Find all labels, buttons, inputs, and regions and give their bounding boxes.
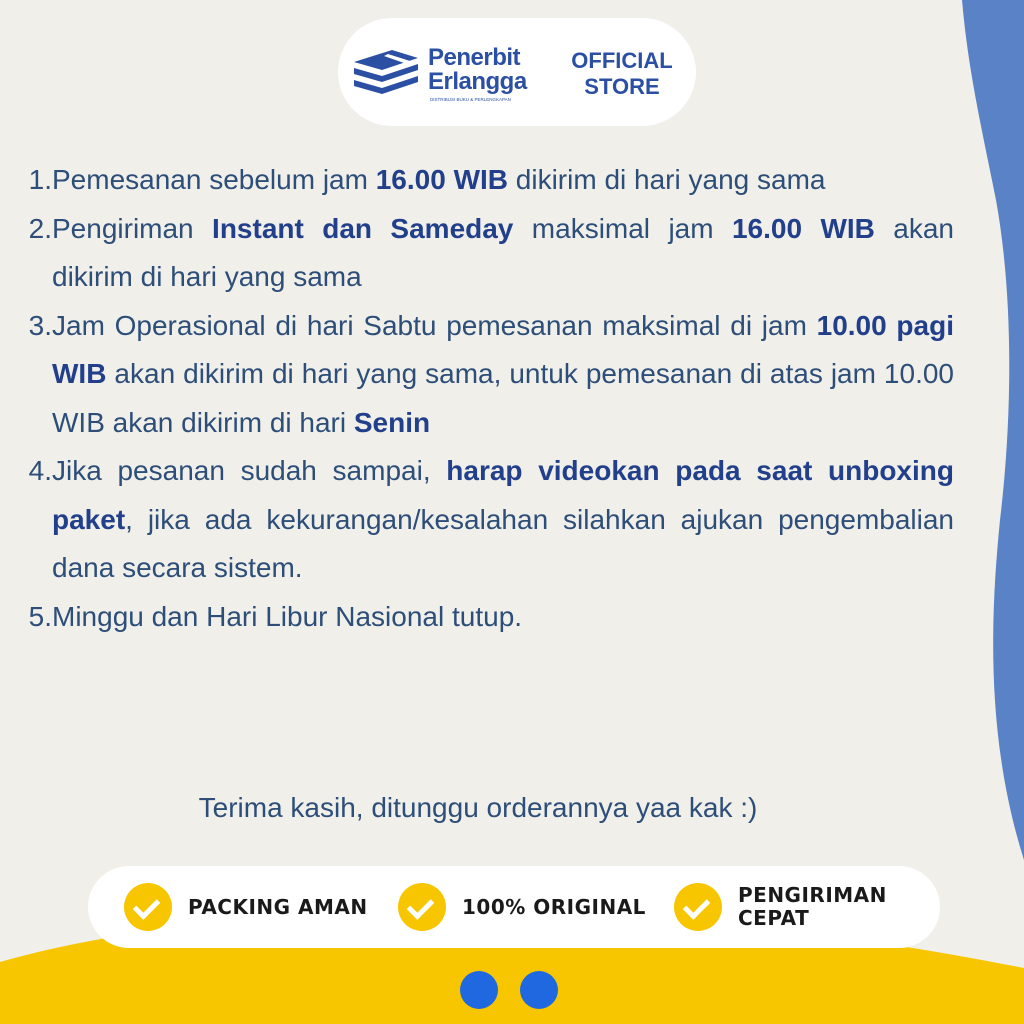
brand-name-line2: Erlangga: [428, 68, 527, 95]
erlangga-books-logo-icon: [352, 50, 422, 96]
brand-name-line1: Penerbit: [428, 44, 521, 71]
store-rules-list: [20, 156, 954, 641]
rule-item-4: [20, 447, 954, 593]
thank-you-message: Terima kasih, ditunggu orderannya yaa kak :): [198, 792, 758, 823]
badge-label: PACKING AMAN: [188, 894, 368, 919]
rule-number: 3.: [28, 309, 52, 341]
rule-text-segment: akan dikirim di hari yang sama: [52, 212, 954, 292]
pager-dot-1[interactable]: [460, 971, 498, 1009]
rule-text-segment: Jika pesanan sudah sampai,: [52, 455, 447, 486]
badge-label: PENGIRIMAN CEPAT: [738, 883, 887, 930]
rule-text-segment: dikirim di hari yang sama: [508, 164, 826, 195]
check-icon: [674, 883, 722, 931]
rule-text-segment: akan dikirim di hari yang sama, untuk pemesanan di atas jam 10.00 WIB akan dikirim di hari: [52, 358, 954, 438]
rule-text-segment: Minggu dan Hari Libur Nasional tutup.: [52, 600, 523, 632]
rule-text-segment: Jam Operasional di hari Sabtu pemesanan maksimal di jam: [52, 309, 817, 341]
official-store-label: [563, 48, 681, 100]
rule-text-segment: maksimal jam: [513, 212, 732, 244]
rule-text: [52, 302, 954, 448]
rule-number: 4.: [28, 455, 52, 486]
badge-pengiriman-cepat: [674, 882, 888, 932]
rule-text-bold: 10.00 pagi WIB: [52, 309, 954, 389]
brand-header: [338, 18, 696, 126]
rule-item-2: [20, 205, 954, 302]
rule-item-3: [20, 302, 954, 448]
badge-label: 100% ORIGINAL: [462, 894, 646, 919]
rule-text-bold: harap videokan pada saat unboxing paket: [52, 455, 954, 535]
rule-item-1: [20, 156, 954, 205]
rule-number: 2.: [28, 212, 52, 244]
rule-text-segment: , jika ada kekurangan/kesalahan silahkan ajukan pengembalian dana secara sistem.: [52, 503, 954, 583]
rule-item-5: [20, 593, 954, 642]
check-icon: [398, 883, 446, 931]
rule-text-segment: Pengiriman: [52, 212, 213, 244]
badges-bar: [88, 866, 940, 948]
rule-text: [52, 447, 954, 593]
blue-wave-shape: [962, 0, 1024, 860]
rule-text-bold: Senin: [353, 406, 431, 438]
rule-text: [52, 205, 954, 302]
rule-text-segment: Pemesanan sebelum jam: [52, 164, 376, 195]
rule-text: [52, 593, 954, 642]
rule-text-bold: Instant dan Sameday: [212, 212, 514, 244]
badge-original: [398, 882, 646, 932]
badge-packing-aman: [124, 882, 368, 932]
rule-number: 5.: [28, 600, 52, 632]
rule-number: 1.: [28, 164, 52, 195]
store-label-line1: OFFICIAL: [571, 48, 673, 73]
pager-dot-2[interactable]: [520, 971, 558, 1009]
brand-name: [428, 46, 568, 94]
check-icon: [124, 883, 172, 931]
rule-text-bold: 16.00 WIB: [731, 212, 875, 244]
rule-text: [52, 156, 954, 205]
rule-text-bold: 16.00 WIB: [375, 164, 509, 195]
store-label-line2: STORE: [584, 74, 660, 99]
brand-tagline: DISTRIBUSI BUKU & PERLENGKAPAN: [430, 97, 511, 102]
